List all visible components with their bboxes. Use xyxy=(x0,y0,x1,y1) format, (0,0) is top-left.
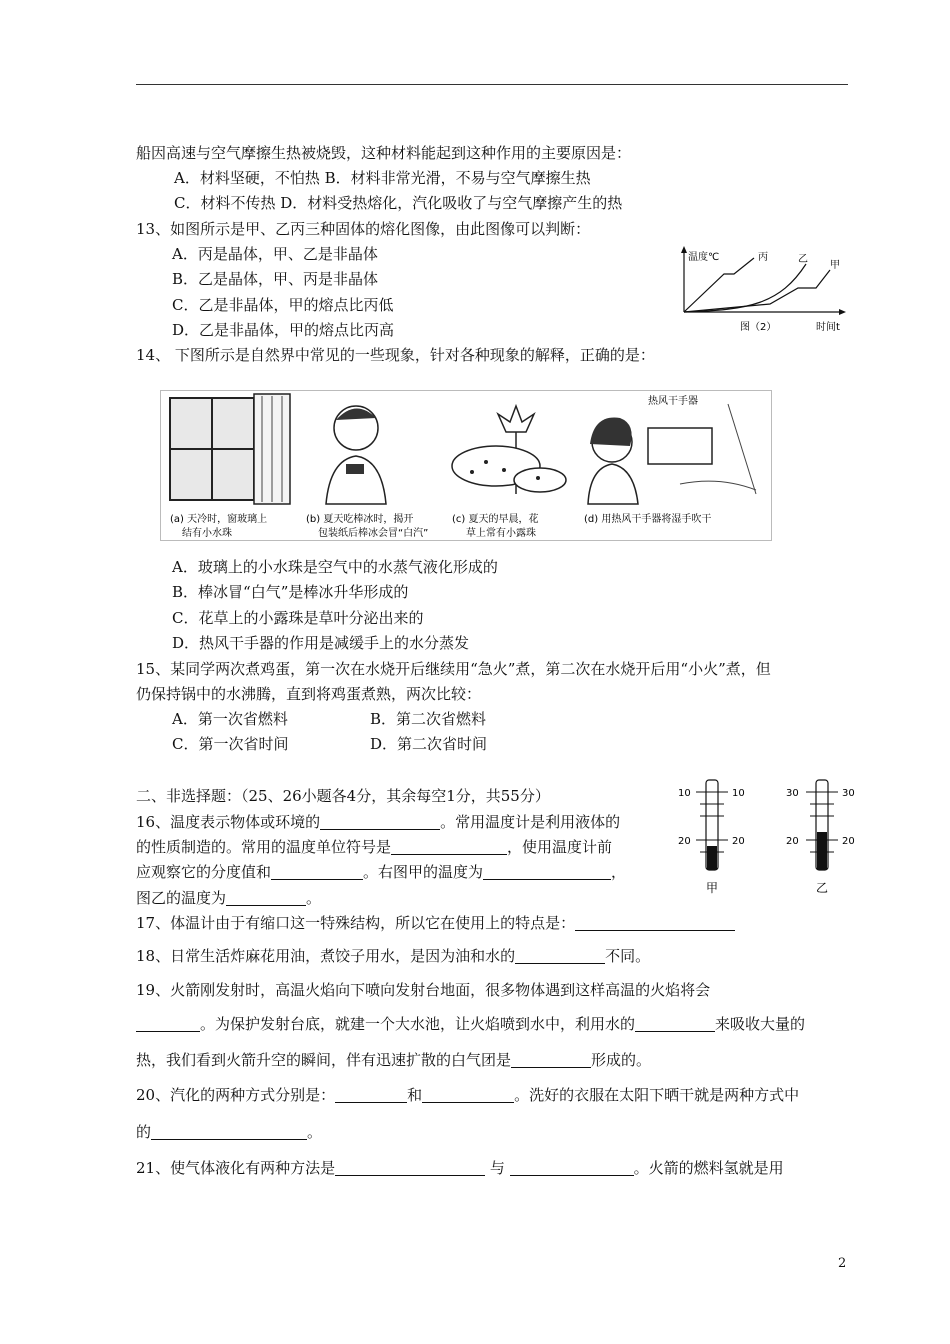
q15-option-d: D．第二次省时间 xyxy=(370,735,488,753)
q14-option-b: B．棒冰冒“白气”是棒冰升华形成的 xyxy=(172,583,409,601)
jia-label: 甲 xyxy=(706,881,719,895)
q20-blank-1[interactable] xyxy=(335,1086,407,1103)
q21-blank-2[interactable] xyxy=(510,1159,634,1176)
section-2-heading: 二、非选择题：（25、26小题各4分，其余每空1分，共55分） xyxy=(136,787,550,805)
q19-line-2: 。为保护发射台底，就建一个大水池，让火焰喷到水中，利用水的 来吸收大量的 xyxy=(136,1014,805,1034)
curve-bing xyxy=(684,258,754,312)
q18-line: 18、日常生活炸麻花用油，煮饺子用水，是因为油和水的 不同。 xyxy=(136,947,651,965)
yi-scale-bottom-left: 20 xyxy=(786,836,799,847)
q13-stem: 13、如图所示是甲、乙丙三种固体的熔化图像，由此图像可以判断： xyxy=(136,220,591,238)
q12-options-ab: A．材料坚硬，不怕热 B．材料非常光滑，不易与空气摩擦生热 xyxy=(174,169,591,187)
q15-option-c: C．第一次省时间 xyxy=(172,735,289,753)
q16-blank-3[interactable] xyxy=(271,863,363,880)
jia-scale-bottom-left: 20 xyxy=(678,836,691,847)
jia-scale-bottom-right: 20 xyxy=(732,836,745,847)
curve-yi xyxy=(684,264,806,312)
melting-graph xyxy=(670,244,850,336)
q13-option-c: C．乙是非晶体，甲的熔点比丙低 xyxy=(172,296,394,314)
yi-scale-bottom-right: 20 xyxy=(842,836,855,847)
phenomena-figure xyxy=(160,384,772,544)
q15-option-a: A．第一次省燃料 xyxy=(172,710,288,728)
q12-options-cd: C．材料不传热 D．材料受热熔化，汽化吸收了与空气摩擦产生的热 xyxy=(174,194,623,212)
q19-line-1: 19、火箭刚发射时，高温火焰向下喷向发射台地面，很多物体遇到这样高温的火焰将会 xyxy=(136,981,711,999)
graph-ylabel: 温度℃ xyxy=(688,252,720,263)
yi-scale-top-left: 30 xyxy=(786,788,799,799)
q16-blank-1[interactable] xyxy=(320,813,440,830)
q20-line-2: 的 。 xyxy=(136,1123,323,1141)
q15-stem-1: 15、某同学两次煮鸡蛋，第一次在水烧开后继续用“急火”煮，第二次在水烧开后用“小火”煮，但 xyxy=(136,660,771,678)
dryer-label: 热风干手器 xyxy=(648,396,698,407)
q16-blank-2[interactable] xyxy=(391,838,507,855)
q16-line-1: 16、温度表示物体或环境的 。常用温度计是利用液体的 xyxy=(136,813,621,831)
thermometer-yi xyxy=(786,780,855,895)
jia-scale-top-right: 10 xyxy=(732,788,745,799)
panel-a-caption-1: (a) 天冷时，窗玻璃上 xyxy=(170,514,268,525)
q13-option-d: D．乙是非晶体，甲的熔点比丙高 xyxy=(172,321,395,339)
q19-blank-3[interactable] xyxy=(511,1051,591,1068)
q15-option-b: B．第二次省燃料 xyxy=(370,710,487,728)
q15-stem-2: 仍保持锅中的水沸腾，直到将鸡蛋煮熟，两次比较： xyxy=(136,685,482,703)
graph-caption: 图（2） xyxy=(740,322,777,333)
q12-tail: 船因高速与空气摩擦生热被烧毁，这种材料能起到这种作用的主要原因是： xyxy=(136,144,632,162)
q14-option-c: C．花草上的小露珠是草叶分泌出来的 xyxy=(172,609,424,627)
panel-c-caption-2: 草上常有小露珠 xyxy=(466,528,536,539)
q14-stem: 14、 下图所示是自然界中常见的一些现象，针对各种现象的解释，正确的是： xyxy=(136,346,655,364)
panel-b-caption-2: 包装纸后棒冰会冒“白汽” xyxy=(318,528,429,539)
page-number: 2 xyxy=(838,1256,847,1271)
jia-scale-top-left: 10 xyxy=(678,788,691,799)
label-bing: 丙 xyxy=(758,252,768,263)
q21-blank-1[interactable] xyxy=(335,1159,485,1176)
q16-line-4: 图乙的温度为 。 xyxy=(136,889,322,907)
panel-d-caption: (d) 用热风干手器将湿手吹干 xyxy=(584,514,712,525)
q14-option-d: D．热风干手器的作用是减缓手上的水分蒸发 xyxy=(172,634,470,652)
q21-line-1: 21、使气体液化有两种方法是 与 。火箭的燃料氢就是用 xyxy=(136,1159,784,1177)
q17-blank[interactable] xyxy=(575,914,735,931)
yi-label: 乙 xyxy=(816,881,829,895)
q13-option-b: B．乙是晶体，甲、丙是非晶体 xyxy=(172,270,379,288)
panel-c-caption-1: (c) 夏天的早晨，花 xyxy=(452,514,539,525)
q17-line: 17、体温计由于有缩口这一特殊结构，所以它在使用上的特点是： xyxy=(136,913,735,933)
q18-blank[interactable] xyxy=(515,947,605,964)
panel-a-caption-2: 结有小水珠 xyxy=(182,528,232,539)
label-jia: 甲 xyxy=(830,260,840,271)
q16-line-3: 应观察它的分度值和 。右图甲的温度为 ， xyxy=(136,863,627,881)
q16-blank-5[interactable] xyxy=(226,889,306,906)
label-yi: 乙 xyxy=(798,254,808,265)
q16-line-2: 的性质制造的。常用的温度单位符号是 ，使用温度计前 xyxy=(136,838,613,856)
q20-blank-2[interactable] xyxy=(422,1086,514,1103)
q19-blank-1[interactable] xyxy=(136,1015,200,1032)
graph-xlabel: 时间t xyxy=(816,322,840,333)
q14-option-a: A．玻璃上的小水珠是空气中的水蒸气液化形成的 xyxy=(172,558,498,576)
thermometers-figure xyxy=(674,774,864,898)
q13-option-a: A．丙是晶体，甲、乙是非晶体 xyxy=(172,245,378,263)
panel-b-caption-1: (b) 夏天吃棒冰时，揭开 xyxy=(306,514,414,525)
q19-blank-2[interactable] xyxy=(635,1015,715,1032)
q19-line-3: 热，我们看到火箭升空的瞬间，伴有迅速扩散的白气团是 形成的。 xyxy=(136,1051,652,1069)
q16-blank-4[interactable] xyxy=(483,863,611,880)
q20-blank-3[interactable] xyxy=(151,1123,307,1140)
thermometer-jia xyxy=(678,780,745,895)
header-rule xyxy=(136,84,848,85)
yi-scale-top-right: 30 xyxy=(842,788,855,799)
q20-line-1: 20、汽化的两种方式分别是： 和 。洗好的衣服在太阳下晒干就是两种方式中 xyxy=(136,1086,800,1104)
